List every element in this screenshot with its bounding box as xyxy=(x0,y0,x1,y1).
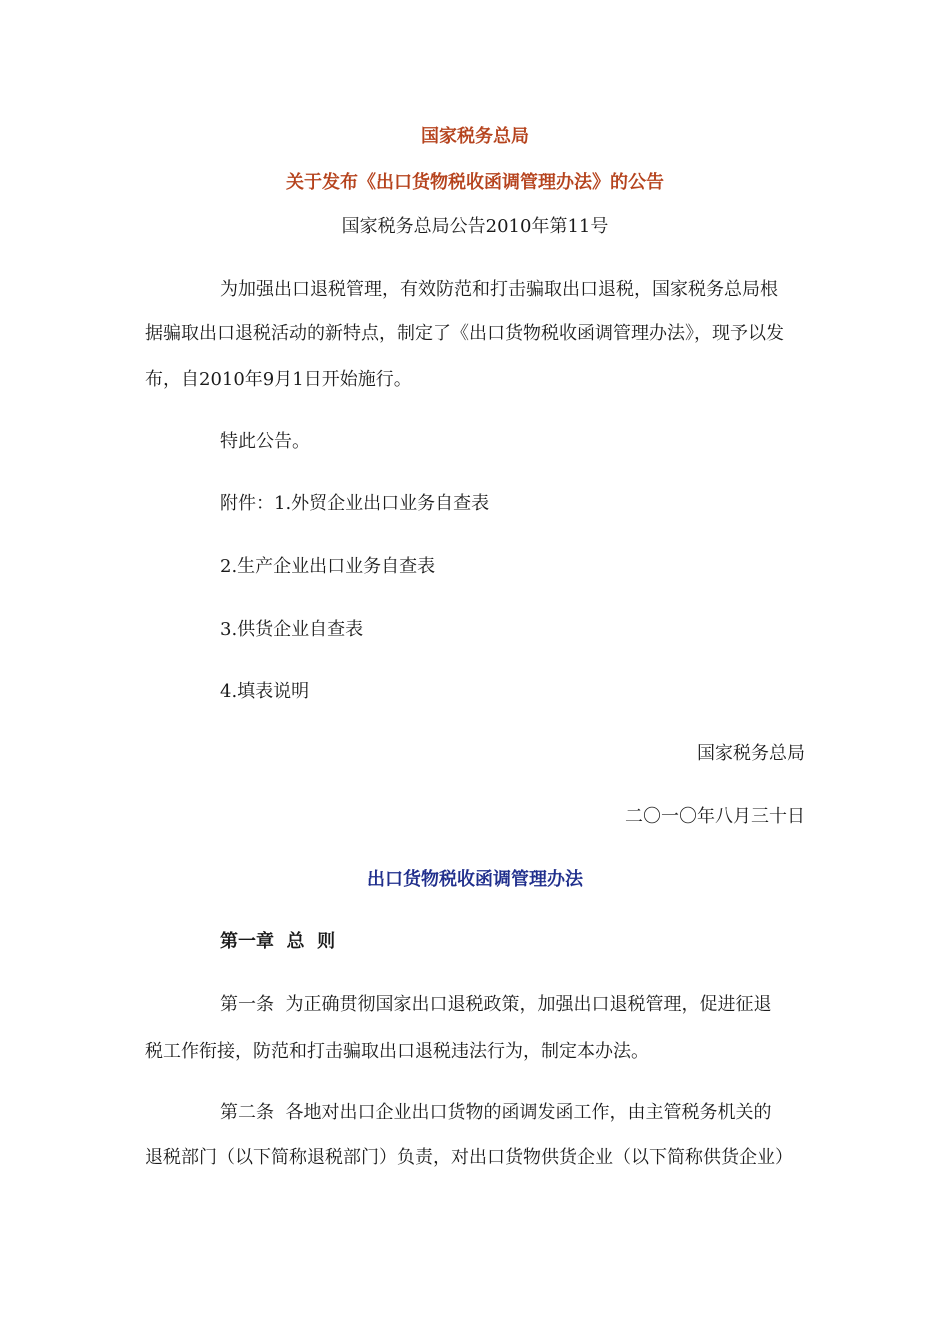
chapter-heading: 第一章 总 则 xyxy=(220,931,336,952)
attachment-item-3: 3.供货企业自查表 xyxy=(220,619,364,640)
intro-line-2 xyxy=(145,322,805,346)
article-2-line-2: 退税部门（以下简称退税部门）负责，对出口货物供货企业（以下简称供货企业） xyxy=(145,1147,793,1168)
signature-org: 国家税务总局 xyxy=(697,743,805,764)
document-number: 国家税务总局公告2010年第11号 xyxy=(341,216,609,237)
signature-date: 二〇一〇年八月三十日 xyxy=(625,806,805,827)
intro-line-2-text: 据骗取出口退税活动的新特点，制定了《出口货物税收函调管理办法》，现予以发 xyxy=(145,323,784,344)
intro-line-1-text: 为加强出口退税管理，有效防范和打击骗取出口退税，国家税务总局根 xyxy=(220,279,778,300)
announcement-title: 关于发布《出口货物税收函调管理办法》的公告 xyxy=(286,172,664,193)
attachment-item-4: 4.填表说明 xyxy=(220,681,310,702)
issuer-heading: 国家税务总局 xyxy=(421,126,529,147)
article-1-line-1: 第一条 为正确贯彻国家出口退税政策，加强出口退税管理，促进征退 xyxy=(220,994,772,1015)
attachment-item-2: 2.生产企业出口业务自查表 xyxy=(220,556,436,577)
article-2-line-1: 第二条 各地对出口企业出口货物的函调发函工作，由主管税务机关的 xyxy=(220,1102,772,1123)
measures-title: 出口货物税收函调管理办法 xyxy=(367,869,583,890)
attachment-item-1: 附件：1.外贸企业出口业务自查表 xyxy=(220,493,490,514)
notice-text: 特此公告。 xyxy=(220,431,310,452)
intro-line-1 xyxy=(220,278,805,302)
intro-line-3: 布，自2010年9月1日开始施行。 xyxy=(145,369,412,390)
article-1-line-2: 税工作衔接，防范和打击骗取出口退税违法行为，制定本办法。 xyxy=(145,1041,649,1062)
